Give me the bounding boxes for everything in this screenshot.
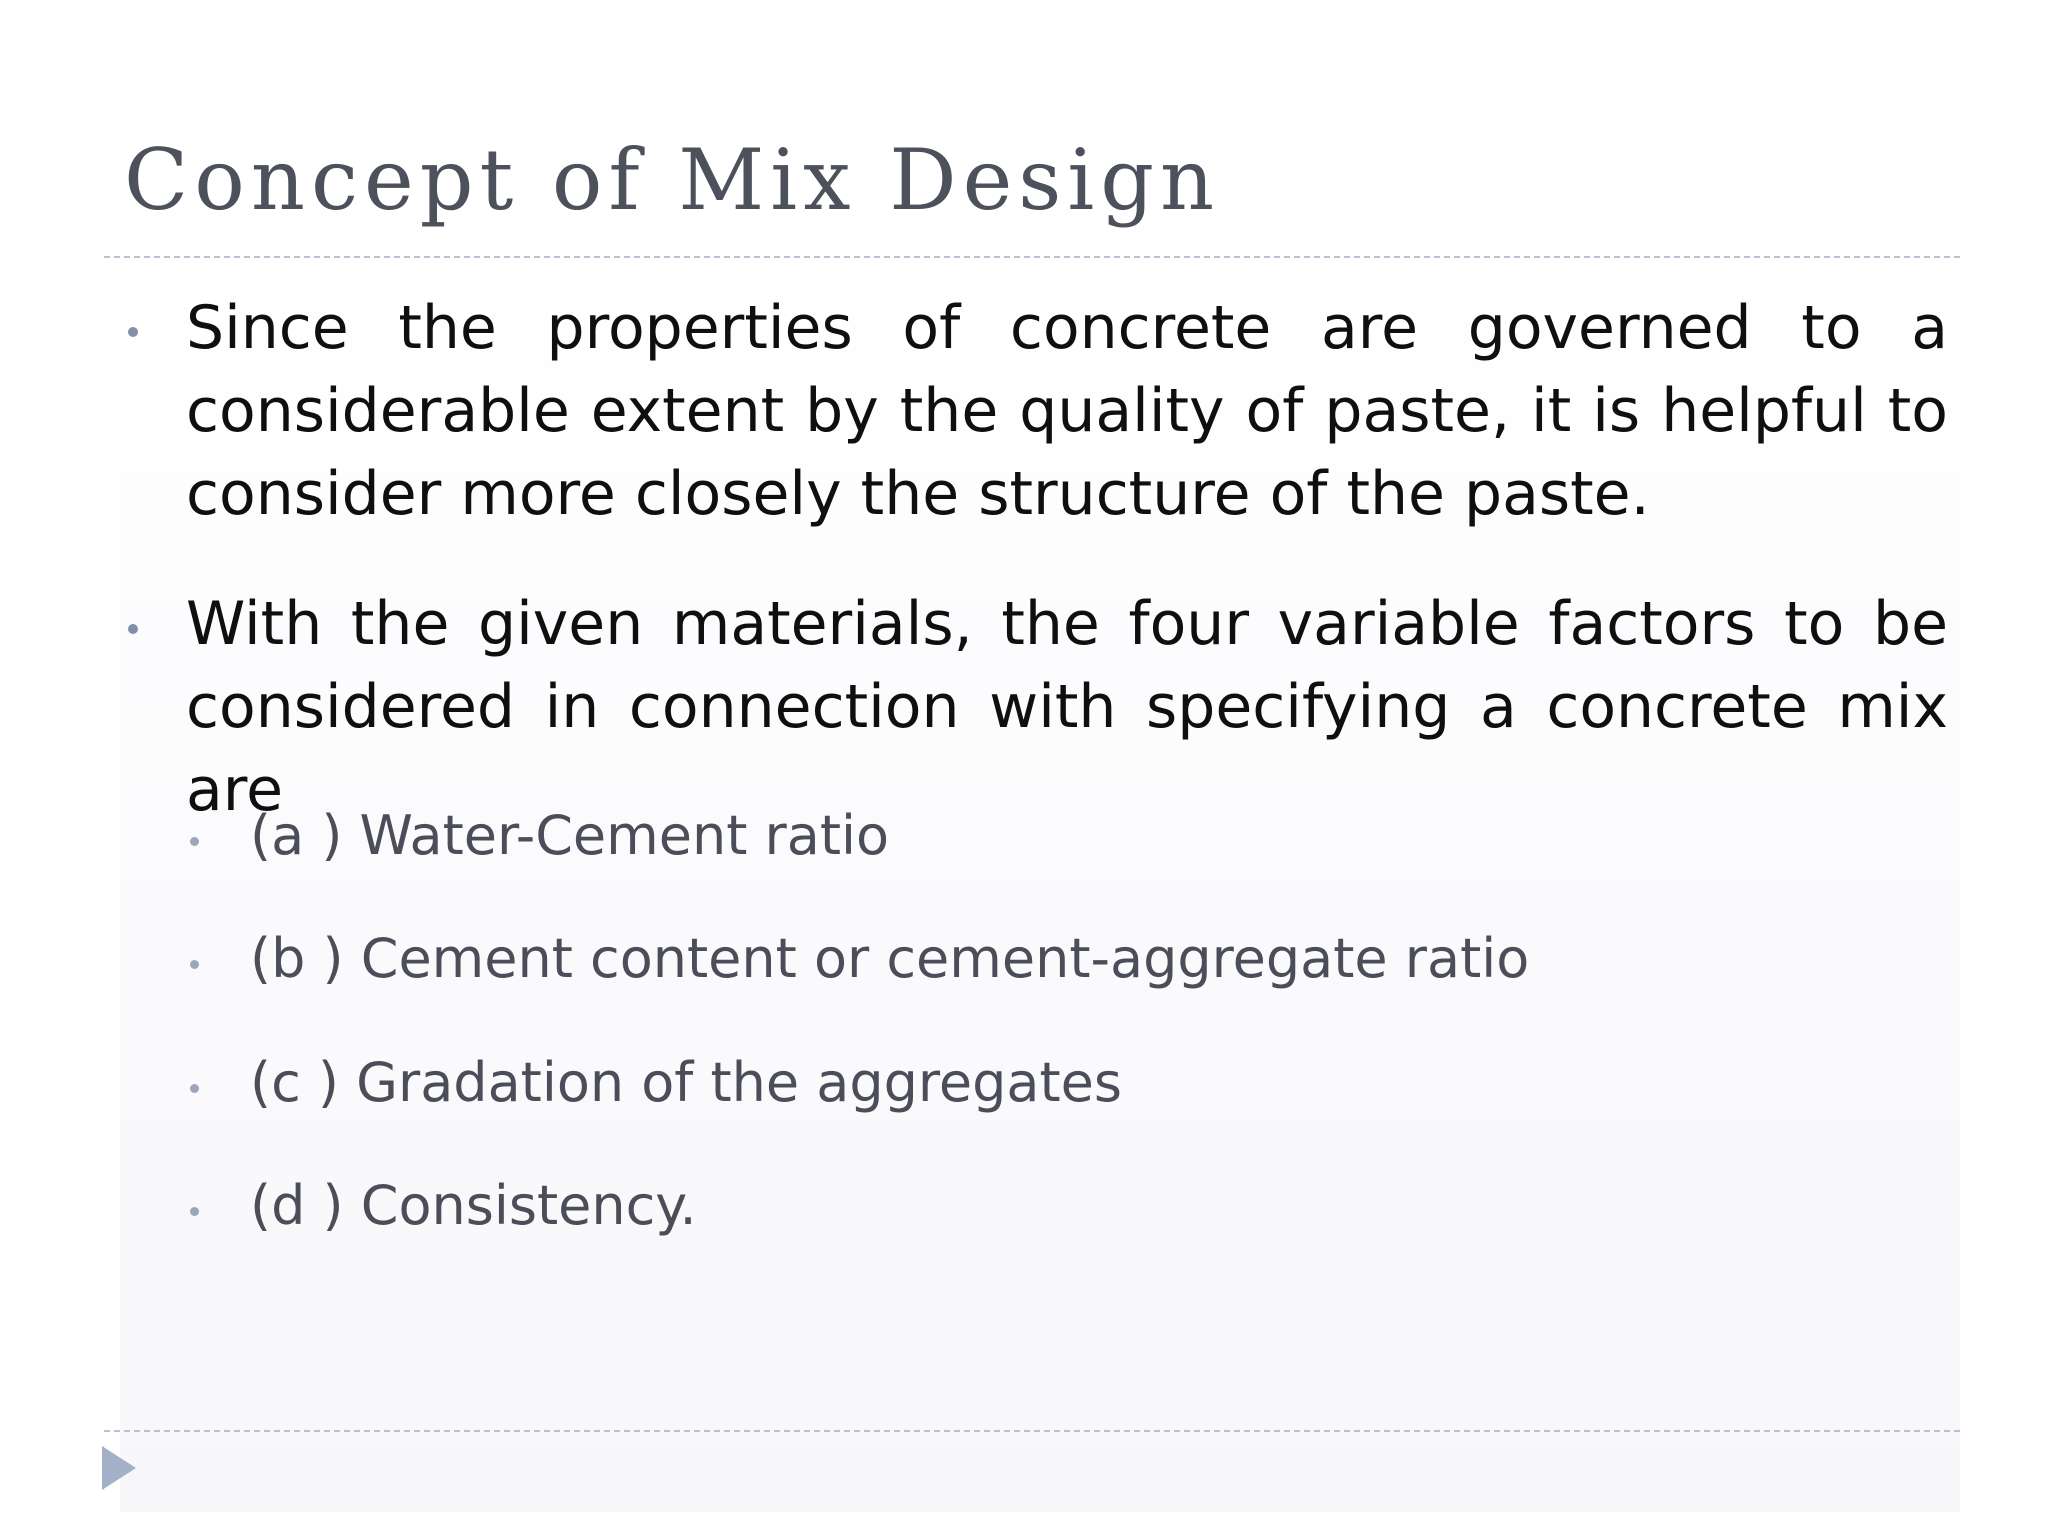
bullet-dot-icon [190,1207,199,1216]
title-divider [104,256,1960,258]
sub-item-label: (d ) Consistency. [250,1174,697,1237]
slide-title: Concept of Mix Design [124,131,1221,229]
bullet-dot-icon [190,1084,199,1093]
bullet-dot-icon [128,624,138,634]
bullet-variable-factors: With the given materials, the four variable factors to be considered in connection with specifying a concrete mix are [186,589,1948,825]
sub-item-label: (c ) Gradation of the aggregates [250,1051,1123,1114]
sub-item-water-cement-ratio [190,796,1590,876]
play-arrow-icon[interactable] [102,1446,136,1490]
sub-item-gradation [190,1043,1590,1123]
sub-item-cement-content [190,919,1590,999]
bullet-paste-structure: Since the properties of concrete are governed to a considerable extent by the quality of paste, it is helpful to consider more closely the structure of the paste. [186,293,1948,529]
footer-divider [104,1430,1960,1432]
sub-item-label: (b ) Cement content or cement-aggregate ratio [250,927,1530,990]
sub-item-label: (a ) Water-Cement ratio [250,804,890,867]
bullet-dot-icon [190,960,199,969]
bullet-dot-icon [128,327,138,337]
bullet-dot-icon [190,837,199,846]
sub-item-consistency [190,1166,1590,1246]
